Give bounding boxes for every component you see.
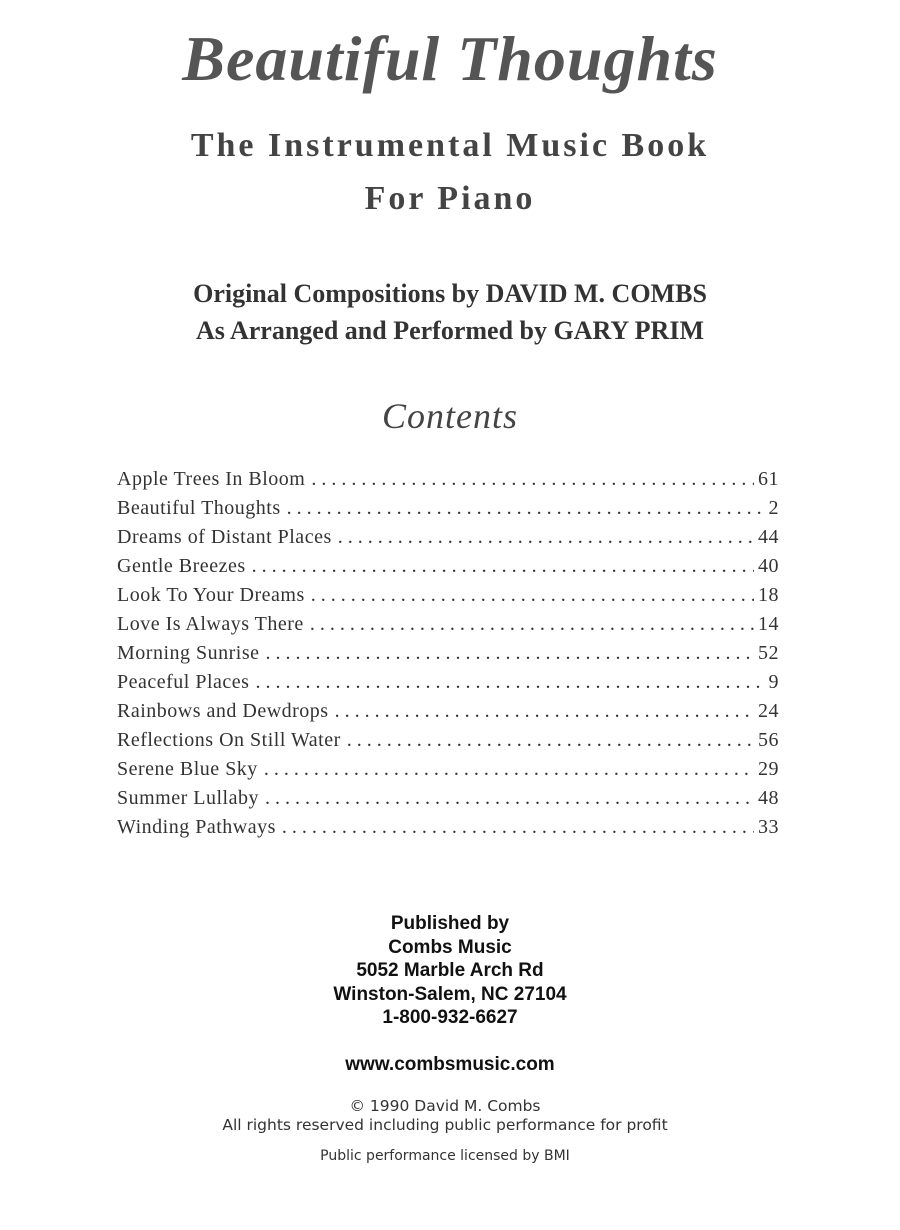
composer-credit: Original Compositions by DAVID M. COMBS xyxy=(193,279,707,308)
dot-leader xyxy=(305,581,754,610)
toc-entry xyxy=(117,494,779,523)
toc-entry-title: Serene Blue Sky xyxy=(117,758,258,780)
publisher-city: Winston-Salem, NC 27104 xyxy=(333,983,567,1005)
toc-entry-page: 40 xyxy=(758,555,779,577)
publisher-name: Combs Music xyxy=(388,936,512,958)
book-title: Beautiful Thoughts xyxy=(182,23,718,94)
table-of-contents xyxy=(117,465,779,842)
toc-entry xyxy=(117,610,779,639)
toc-entry-title: Summer Lullaby xyxy=(117,787,259,809)
toc-entry-title: Peaceful Places xyxy=(117,671,250,693)
toc-entry xyxy=(117,523,779,552)
toc-entry-page: 2 xyxy=(768,497,779,519)
publisher-phone: 1-800-932-6627 xyxy=(382,1007,518,1028)
dot-leader xyxy=(259,784,754,813)
license-notice: Public performance licensed by BMI xyxy=(320,1148,570,1164)
dot-leader xyxy=(329,697,754,726)
toc-entry-page: 52 xyxy=(758,642,779,664)
toc-entry-page: 48 xyxy=(758,787,779,809)
dot-leader xyxy=(276,813,754,842)
toc-entry-title: Morning Sunrise xyxy=(117,642,260,664)
toc-entry-page: 9 xyxy=(768,671,779,693)
toc-entry xyxy=(117,697,779,726)
toc-entry-page: 29 xyxy=(758,758,779,780)
toc-entry-title: Gentle Breezes xyxy=(117,555,246,577)
toc-entry xyxy=(117,813,779,842)
publisher-block xyxy=(0,912,900,1030)
toc-entry-page: 18 xyxy=(758,584,779,606)
toc-entry xyxy=(117,755,779,784)
toc-entry xyxy=(117,784,779,813)
toc-entry-title: Look To Your Dreams xyxy=(117,584,305,606)
toc-entry-page: 61 xyxy=(758,468,779,490)
rights-notice: All rights reserved including public performance for profit xyxy=(222,1116,668,1134)
toc-entry-title: Winding Pathways xyxy=(117,816,276,838)
copyright-notice: © 1990 David M. Combs xyxy=(349,1097,541,1115)
toc-entry-title: Rainbows and Dewdrops xyxy=(117,700,329,722)
book-subtitle-line-2: For Piano xyxy=(364,180,536,217)
publisher-website: www.combsmusic.com xyxy=(345,1054,555,1075)
dot-leader xyxy=(332,523,754,552)
toc-entry-page: 44 xyxy=(758,526,779,548)
dot-leader xyxy=(281,494,765,523)
dot-leader xyxy=(258,755,754,784)
toc-entry xyxy=(117,552,779,581)
toc-entry xyxy=(117,639,779,668)
dot-leader xyxy=(304,610,754,639)
toc-entry-page: 56 xyxy=(758,729,779,751)
copyright-block xyxy=(0,1097,890,1135)
publisher-label: Published by xyxy=(390,913,510,934)
dot-leader xyxy=(260,639,755,668)
toc-entry xyxy=(117,668,779,697)
toc-entry-page: 33 xyxy=(758,816,779,838)
toc-entry xyxy=(117,465,779,494)
toc-entry xyxy=(117,581,779,610)
dot-leader xyxy=(305,465,754,494)
toc-entry-title: Dreams of Distant Places xyxy=(117,526,332,548)
toc-entry-title: Beautiful Thoughts xyxy=(117,497,281,519)
book-subtitle-line-1: The Instrumental Music Book xyxy=(190,127,710,164)
toc-entry-title: Reflections On Still Water xyxy=(117,729,341,751)
toc-entry-title: Love Is Always There xyxy=(117,613,304,635)
publisher-street: 5052 Marble Arch Rd xyxy=(356,960,544,981)
dot-leader xyxy=(249,668,764,697)
dot-leader xyxy=(246,552,754,581)
toc-entry-page: 14 xyxy=(758,613,779,635)
toc-entry xyxy=(117,726,779,755)
contents-heading: Contents xyxy=(381,396,518,436)
toc-entry-page: 24 xyxy=(758,700,779,722)
arranger-credit: As Arranged and Performed by GARY PRIM xyxy=(196,316,704,345)
toc-entry-title: Apple Trees In Bloom xyxy=(117,468,306,490)
dot-leader xyxy=(341,726,754,755)
